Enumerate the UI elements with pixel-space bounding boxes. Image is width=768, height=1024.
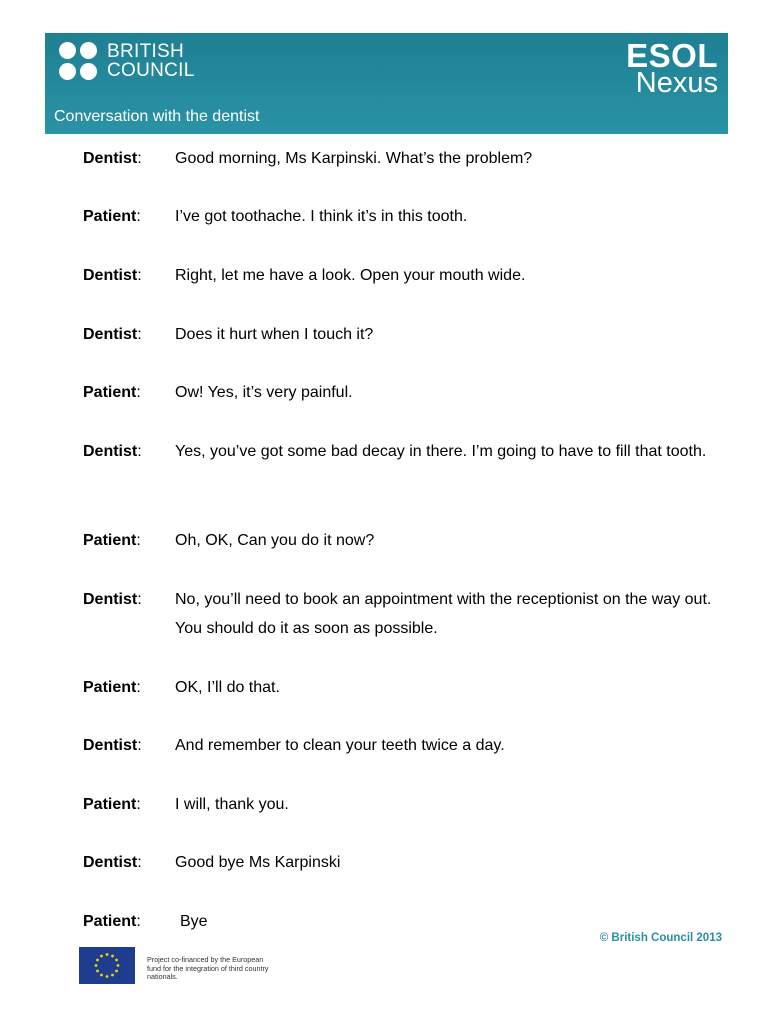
utterance-text: Good bye Ms Karpinski [175, 854, 341, 871]
speaker-name: Patient [83, 796, 137, 813]
speaker-label: Dentist: [83, 591, 142, 608]
speaker-label: Dentist: [83, 737, 142, 754]
speaker-label: Patient: [83, 384, 141, 401]
utterance-text: Ow! Yes, it’s very painful. [175, 384, 353, 401]
speaker-label: Patient: [83, 913, 141, 930]
british-council-dots-icon [59, 42, 99, 82]
british-council-wordmark: BRITISH COUNCIL [107, 41, 195, 81]
copyright-note: © British Council 2013 [599, 932, 722, 944]
utterance-text: Does it hurt when I touch it? [175, 326, 374, 343]
utterance-text: I will, thank you. [175, 796, 289, 813]
eu-flag-icon [79, 947, 135, 984]
utterance-text: And remember to clean your teeth twice a day. [175, 737, 505, 754]
eu-star [106, 953, 109, 956]
eu-star [117, 964, 120, 967]
eu-star [100, 974, 103, 977]
eu-funding-note: Project co-financed by the European fund for the integration of third country nationals. [147, 955, 269, 981]
speaker-label: Patient: [83, 796, 141, 813]
speaker-label: Dentist: [83, 443, 142, 460]
speaker-name: Dentist [83, 591, 138, 608]
speaker-name: Patient [83, 679, 137, 696]
eu-star [111, 974, 114, 977]
speaker-name: Dentist [83, 854, 138, 871]
speaker-label: Patient: [83, 532, 141, 549]
eu-star [111, 955, 114, 958]
utterance-text: Good morning, Ms Karpinski. What’s the problem? [175, 150, 533, 167]
utterance-text: OK, I’ll do that. [175, 679, 280, 696]
utterance-text: I’ve got toothache. I think it’s in this tooth. [175, 208, 468, 225]
speaker-name: Dentist [83, 326, 138, 343]
speaker-name: Patient [83, 913, 137, 930]
speaker-name: Patient [83, 384, 137, 401]
esol-nexus-logo: ESOL Nexus [626, 37, 718, 99]
speaker-name: Dentist [83, 737, 138, 754]
utterance-text: Bye [180, 913, 208, 930]
speaker-name: Patient [83, 532, 137, 549]
eu-star [115, 970, 118, 973]
speaker-label: Patient: [83, 679, 141, 696]
eu-star [96, 970, 99, 973]
speaker-name: Dentist [83, 443, 138, 460]
speaker-label: Patient: [83, 208, 141, 225]
speaker-name: Dentist [83, 267, 138, 284]
utterance-text: Yes, you’ve got some bad decay in there. I’m going to have to fill that tooth. [175, 443, 707, 460]
eu-star [115, 959, 118, 962]
speaker-label: Dentist: [83, 267, 142, 284]
page-title: Conversation with the dentist [54, 108, 260, 125]
speaker-label: Dentist: [83, 854, 142, 871]
utterance-text: Oh, OK, Can you do it now? [175, 532, 375, 549]
eu-star [106, 975, 109, 978]
speaker-label: Dentist: [83, 150, 142, 167]
speaker-name: Patient [83, 208, 137, 225]
eu-star [95, 964, 98, 967]
speaker-name: Dentist [83, 150, 138, 167]
utterance-text: No, you’ll need to book an appointment with the receptionist on the way out. You should do it as soon as possible. [175, 591, 712, 637]
eu-star [100, 955, 103, 958]
eu-star [96, 959, 99, 962]
utterance-text: Right, let me have a look. Open your mouth wide. [175, 267, 526, 284]
speaker-label: Dentist: [83, 326, 142, 343]
header-banner [45, 33, 728, 134]
